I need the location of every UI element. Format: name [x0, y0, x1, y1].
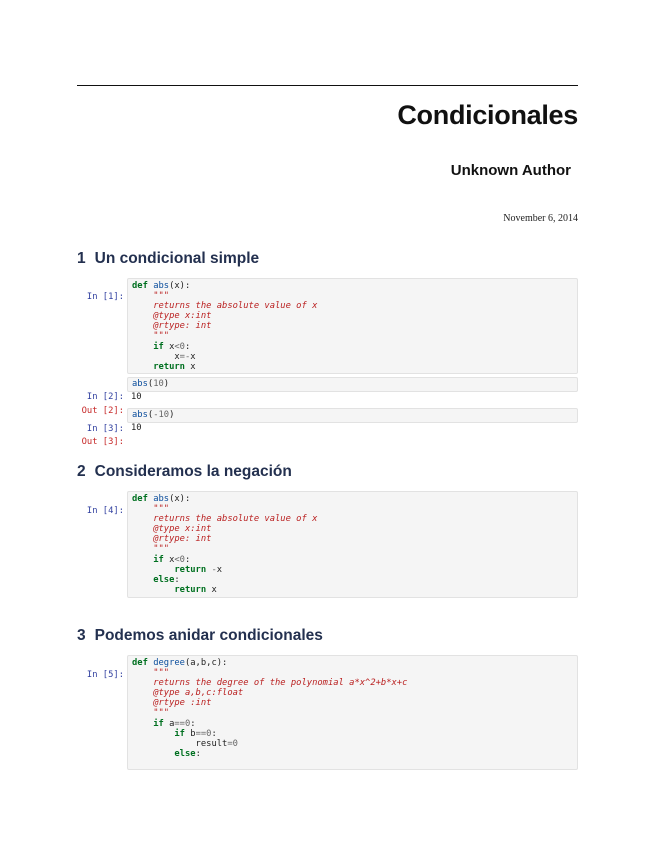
cell-output: 10 [131, 423, 142, 433]
section-title: Un condicional simple [94, 250, 260, 267]
document-title: Condicionales [397, 100, 578, 130]
code-token: if [153, 554, 164, 565]
code-token: returns the degree of the polynomial a*x^2+b*x+c [153, 678, 408, 689]
code-cell[interactable] [127, 377, 578, 392]
code-token: - [211, 564, 217, 575]
document-author: Unknown Author [450, 162, 571, 179]
code-token: else [174, 748, 196, 759]
code-token: """ [153, 708, 170, 719]
code-block: def degree(a,b,c): """ returns the degree of the polynomial a*x^2+b*x+c @type a,b,c:float @rtype :int """ if a==0: if b==0: result=0 else: [132, 658, 408, 759]
cell-prompt-in: In [3]: [86, 424, 124, 434]
cell-prompt-in: In [1]: [86, 292, 124, 302]
cell-prompt-in: In [2]: [86, 392, 124, 402]
code-token: @type a,b,c:float [153, 688, 244, 699]
code-token: abs [153, 281, 170, 291]
code-token: """ [153, 668, 170, 679]
code-token: @rtype :int [153, 698, 212, 709]
code-token: if [153, 718, 164, 729]
code-token: return [153, 361, 185, 372]
code-token: """ [153, 504, 170, 515]
code-token: 0 [206, 728, 212, 739]
code-token: returns the absolute value of x [153, 514, 318, 525]
cell-prompt-in: In [5]: [86, 670, 124, 680]
code-token: 0 [179, 341, 185, 352]
code-token: 10 [158, 410, 170, 420]
code-token: = [227, 738, 233, 749]
code-token: def [132, 494, 148, 504]
document-date: November 6, 2014 [503, 213, 578, 224]
section-number: 1 [77, 250, 86, 267]
code-token: else [153, 574, 175, 585]
code-cell[interactable] [127, 655, 578, 770]
code-cell[interactable] [127, 491, 578, 598]
code-token: abs [132, 410, 148, 420]
code-token: returns the absolute value of x [153, 301, 318, 312]
section-heading-1 [77, 250, 259, 268]
header-rule [77, 85, 578, 86]
code-token: - [153, 410, 159, 420]
code-token: if [174, 728, 185, 739]
code-cell[interactable] [127, 408, 578, 423]
code-block: abs(-10) [132, 410, 175, 420]
code-token: degree [153, 658, 185, 668]
cell-output: 10 [131, 392, 142, 402]
code-token: """ [153, 544, 170, 555]
section-title: Podemos anidar condicionales [94, 627, 323, 644]
code-token: 0 [179, 554, 185, 565]
code-token: 10 [153, 379, 164, 389]
code-token: def [132, 658, 148, 668]
code-token: if [153, 341, 164, 352]
code-token: abs [153, 494, 170, 504]
code-token: return [174, 584, 207, 595]
code-token: @rtype: int [153, 534, 212, 545]
cell-prompt-in: In [4]: [86, 506, 124, 516]
code-token: @type x:int [153, 524, 212, 535]
code-block: def abs(x): """ returns the absolute value of x @type x:int @rtype: int """ if x<0: return -x else: return x [132, 494, 318, 595]
cell-prompt-out: Out [3]: [81, 437, 124, 447]
code-token: @type x:int [153, 311, 212, 322]
code-token: return [174, 564, 207, 575]
code-token: 0 [232, 738, 238, 749]
code-token: @rtype: int [153, 321, 212, 332]
code-cell[interactable] [127, 278, 578, 374]
code-token: == [174, 718, 185, 729]
code-token: =- [179, 351, 191, 362]
code-token: == [195, 728, 207, 739]
code-token: < [174, 341, 180, 352]
code-block: def abs(x): """ returns the absolute value of x @type x:int @rtype: int """ if x<0: x=-x return x [132, 281, 318, 372]
code-token: abs [132, 379, 148, 389]
section-heading-2 [77, 463, 292, 481]
code-token: """ [153, 291, 170, 302]
code-token: def [132, 281, 148, 291]
code-token: 0 [184, 718, 191, 729]
code-block: abs(10) [132, 379, 170, 389]
section-title: Consideramos la negación [94, 463, 292, 480]
section-heading-3 [77, 627, 323, 645]
cell-prompt-out: Out [2]: [81, 406, 124, 416]
section-number: 3 [77, 627, 86, 644]
code-token: """ [153, 331, 170, 342]
section-number: 2 [77, 463, 86, 480]
code-token: < [174, 554, 180, 565]
